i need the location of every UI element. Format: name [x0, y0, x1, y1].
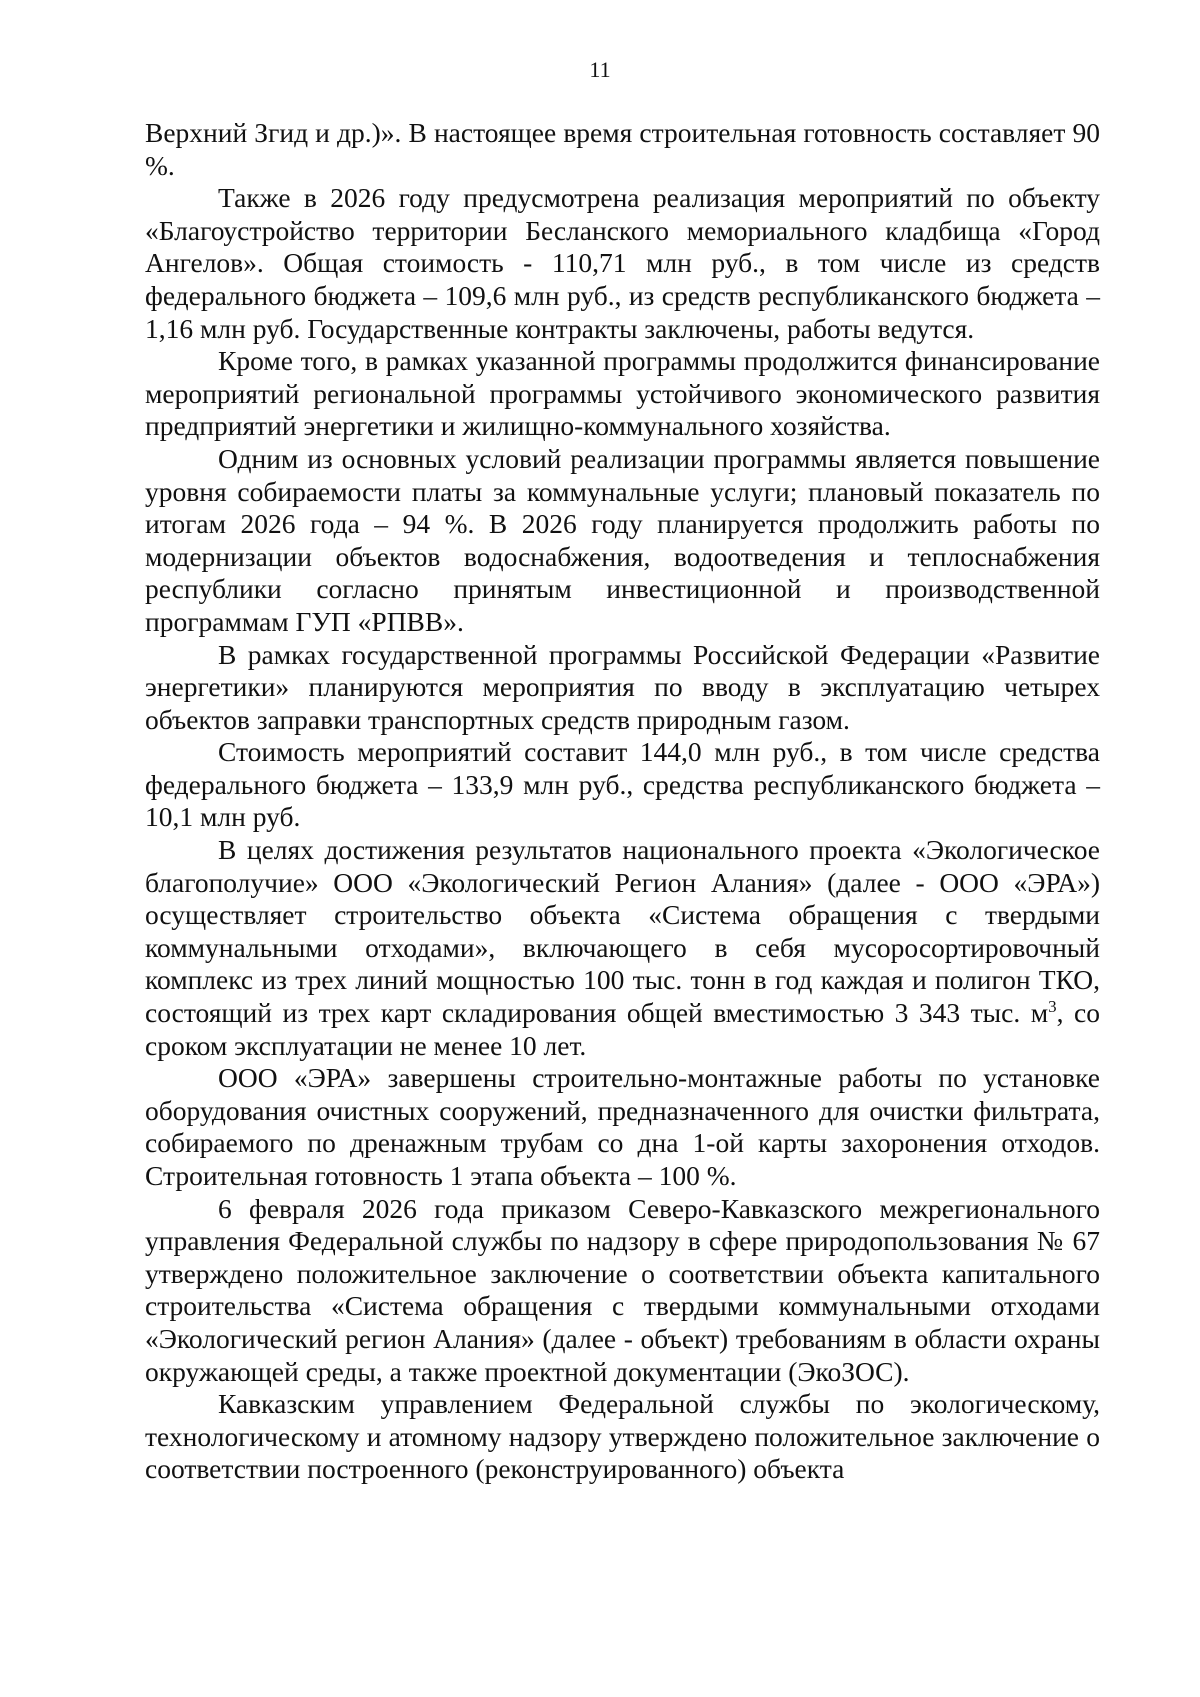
paragraph-gas-stations: В рамках государственной программы Российской Федерации «Развитие энергетики» планируются мероприятия по вводу в эксплуатацию четырех объектов заправки транспортных средств природным газом. [145, 638, 1100, 735]
document-body [145, 117, 1100, 1486]
paragraph-treatment-facilities: ООО «ЭРА» завершены строительно-монтажные работы по установке оборудования очистных сооружений, предназначенного для очистки фильтрата, собираемого по дренажным трубам со дна 1-ой карты захоронения отходов. Строительная готовность 1 этапа объекта – 100 %. [145, 1062, 1100, 1191]
waste-system-text: В целях достижения результатов национального проекта «Экологическое благополучие» ООО «Экологический Регион Алания» (далее - ООО «ЭРА») осуществляет строительство объекта «Система обращения с твердыми коммунальными отходами», включающего в себя мусоросортировочный комплекс из трех линий мощностью 100 тыс. тонн в год каждая и полигон ТКО, состоящий из трех карт складирования общей вместимостью 3 343 тыс. м [145, 834, 1100, 1029]
paragraph-beslan-memorial: Также в 2026 году предусмотрена реализация мероприятий по объекту «Благоустройство территории Бесланского мемориального кладбища «Город Ангелов». Общая стоимость - 110,71 млн руб., в том числе из средств федерального бюджета – 109,6 млн руб., из средств республиканского бюджета – 1,16 млн руб. Государственные контракты заключены, работы ведутся. [145, 182, 1100, 344]
paragraph-environmental-approval: 6 февраля 2026 года приказом Северо-Кавказского межрегионального управления Федеральной службы по надзору в сфере природопользования № 67 утверждено положительное заключение о соответствии объекта капитального строительства «Система обращения с твердыми коммунальными отходами «Экологический регион Алания» (далее - объект) требованиям в области охраны окружающей среды, а также проектной документации (ЭкоЗОС). [145, 1192, 1100, 1387]
paragraph-energy-program: Кроме того, в рамках указанной программы продолжится финансирование мероприятий региональной программы устойчивого экономического развития предприятий энергетики и жилищно-коммунального хозяйства. [145, 345, 1100, 442]
page-number: 11 [589, 57, 611, 82]
cubic-superscript: 3 [1048, 997, 1057, 1017]
paragraph-gas-stations-cost: Стоимость мероприятий составит 144,0 млн руб., в том числе средства федерального бюджета – 133,9 млн руб., средства республиканского бюджета – 10,1 млн руб. [145, 736, 1100, 833]
waste-system-text-end: , со сроком эксплуатации не менее 10 лет. [145, 997, 1100, 1061]
paragraph-rostechnadzor-approval: Кавказским управлением Федеральной службы по экологическому, технологическому и атомному надзору утверждено положительное заключение о соответствии построенного (реконструированного) объекта [145, 1388, 1100, 1485]
paragraph-continuation: Верхний Згид и др.)». В настоящее время строительная готовность составляет 90 %. [145, 117, 1100, 181]
paragraph-waste-system [145, 834, 1100, 1062]
paragraph-utility-payments: Одним из основных условий реализации программы является повышение уровня собираемости платы за коммунальные услуги; плановый показатель по итогам 2026 года – 94 %. В 2026 году планируется продолжить работы по модернизации объектов водоснабжения, водоотведения и теплоснабжения республики согласно принятым инвестиционной и производственной программам ГУП «РПВВ». [145, 442, 1100, 637]
